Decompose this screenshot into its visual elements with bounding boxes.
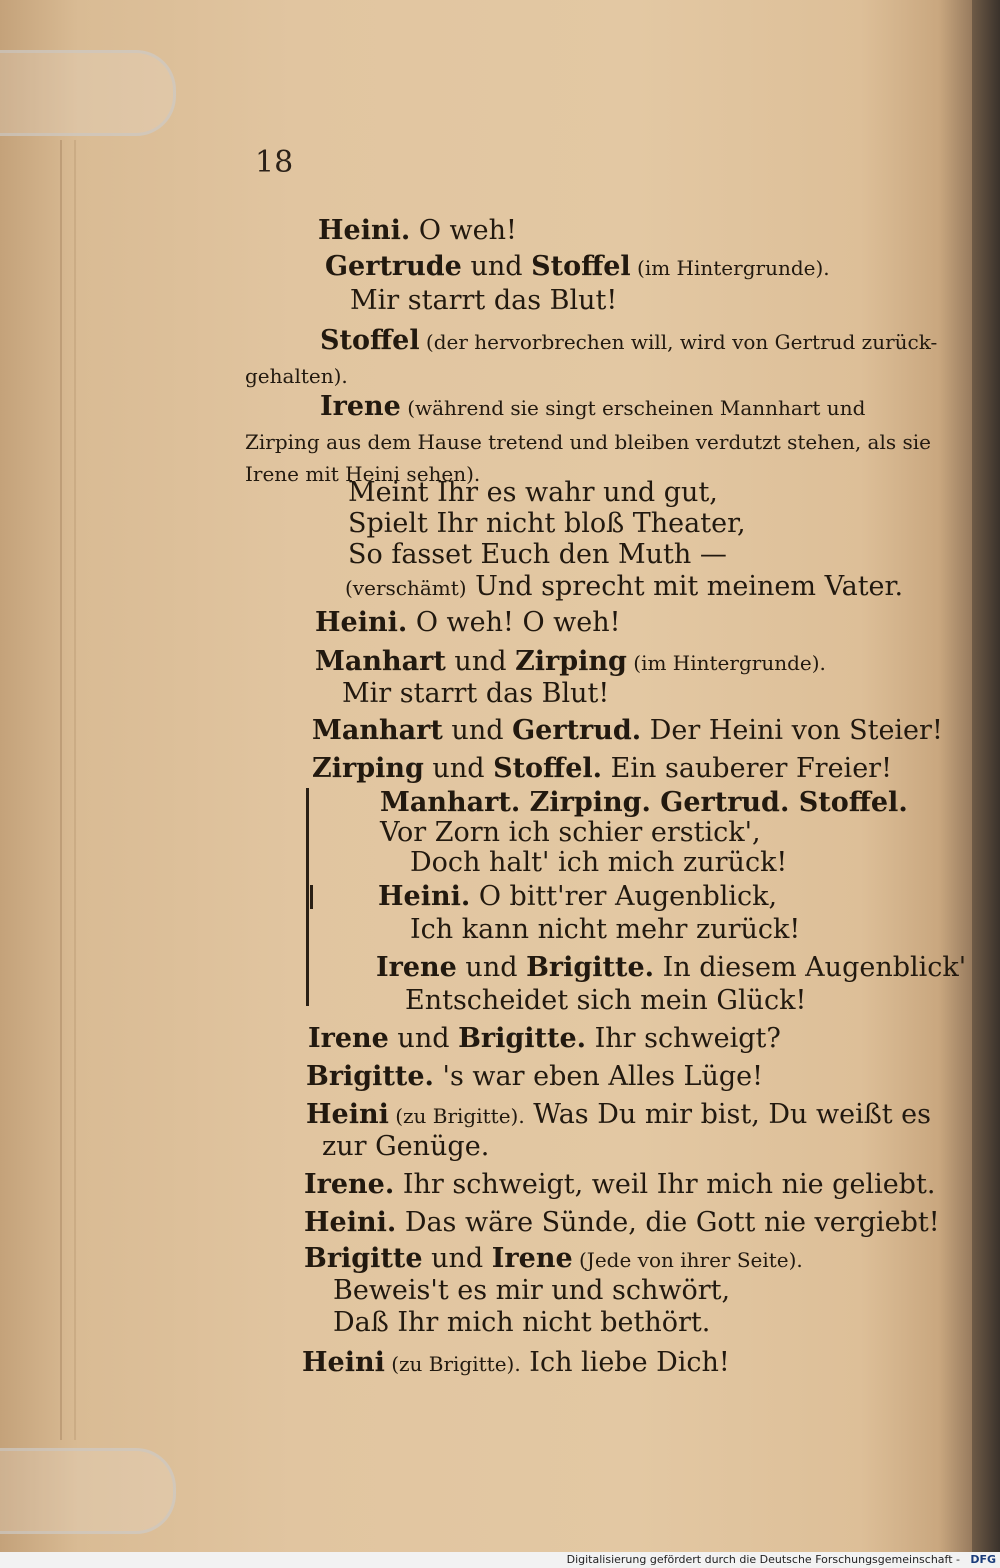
speaker-name: Manhart. Zirping. Gertrud. Stoffel. — [380, 787, 908, 818]
text-line — [320, 324, 937, 359]
speaker-name: Brigitte. — [458, 1023, 587, 1054]
speaker-name: Irene — [491, 1243, 573, 1274]
line-text: und — [442, 715, 513, 746]
line-text: Ihr schweigt, weil Ihr mich nie geliebt. — [394, 1169, 936, 1200]
stage-direction: (der hervorbrechen will, wird von Gertrud zurück- — [419, 330, 938, 354]
speaker-name: Gertrude — [325, 251, 462, 282]
line-text: Das wäre Sünde, die Gott nie vergiebt! — [396, 1207, 940, 1238]
line-text: Der Heini von Steier! — [641, 715, 943, 746]
line-text: O bitt'rer Augenblick, — [470, 881, 778, 912]
speaker-name: Manhart — [315, 646, 446, 677]
digitization-footer — [0, 1552, 1000, 1568]
text-line — [315, 606, 621, 640]
line-text: und — [461, 251, 532, 282]
line-text: Spielt Ihr nicht bloß Theater, — [348, 508, 746, 539]
text-line — [322, 1130, 489, 1164]
text-line — [380, 816, 761, 850]
line-text: O weh! — [410, 215, 517, 246]
speaker-name: Stoffel. — [493, 753, 603, 784]
page-number: 18 — [255, 145, 294, 180]
speaker-name: Heini. — [318, 215, 411, 246]
text-line — [348, 538, 727, 572]
line-text: Mir starrt das Blut! — [342, 678, 610, 709]
stage-direction: Irene mit Heini sehen). — [245, 462, 481, 486]
stage-direction: gehalten). — [245, 364, 348, 388]
speaker-name: Irene. — [304, 1169, 395, 1200]
speaker-name: Brigitte — [304, 1243, 423, 1274]
text-line — [405, 984, 806, 1018]
stage-direction: (während sie singt erscheinen Mannhart und — [400, 396, 866, 420]
dfg-logo: DFG — [970, 1553, 996, 1566]
text-line — [306, 1098, 931, 1133]
text-line — [304, 1206, 940, 1240]
line-text: und — [456, 952, 527, 983]
stage-direction: (verschämt) — [345, 576, 467, 600]
text-line — [380, 786, 908, 820]
stage-direction: (zu Brigitte). — [384, 1352, 521, 1376]
text-line — [245, 358, 348, 393]
line-text: Ich kann nicht mehr zurück! — [410, 914, 801, 945]
line-text: zur Genüge. — [322, 1131, 490, 1162]
line-text: So fasset Euch den Muth — — [348, 539, 727, 570]
speaker-name: Gertrud. — [512, 715, 642, 746]
stage-direction: Zirping aus dem Hause tretend und bleiben verdutzt stehen, als sie — [245, 430, 931, 454]
text-line — [376, 951, 966, 985]
speaker-name: Heini. — [378, 881, 471, 912]
speaker-name: Stoffel — [531, 251, 631, 282]
line-text: Ich liebe Dich! — [520, 1347, 730, 1378]
text-line — [348, 476, 718, 510]
text-line — [315, 645, 826, 680]
speaker-name: Heini. — [315, 607, 408, 638]
stage-direction: (im Hintergrunde). — [626, 651, 826, 675]
text-line — [350, 284, 617, 318]
stage-direction: (zu Brigitte). — [388, 1104, 525, 1128]
text-line — [345, 570, 903, 605]
text-line — [342, 677, 609, 711]
text-line — [312, 752, 892, 786]
stage-direction: (im Hintergrunde). — [630, 256, 830, 280]
text-line — [304, 1168, 935, 1202]
text-line — [304, 1242, 803, 1277]
line-text: und — [423, 753, 494, 784]
line-text: und — [422, 1243, 492, 1274]
text-line — [306, 1060, 763, 1094]
line-text: Mir starrt das Blut! — [350, 285, 618, 316]
text-line — [333, 1274, 730, 1308]
line-text: Meint Ihr es wahr und gut, — [348, 477, 718, 508]
text-line — [333, 1306, 710, 1340]
text-line — [312, 714, 943, 748]
line-text: Vor Zorn ich schier erstick', — [380, 817, 761, 848]
text-line — [302, 1346, 730, 1381]
line-text: und — [388, 1023, 459, 1054]
footer-text: Digitalisierung gefördert durch die Deutsche Forschungsgemeinschaft - — [566, 1553, 960, 1566]
line-text: In diesem Augenblick' — [654, 952, 967, 983]
line-text: Doch halt' ich mich zurück! — [410, 847, 788, 878]
text-line — [245, 424, 931, 459]
text-line — [410, 846, 787, 880]
line-text: Was Du mir bist, Du weißt es — [524, 1099, 932, 1130]
speaker-name: Zirping — [515, 646, 627, 677]
speaker-name: Brigitte. — [526, 952, 655, 983]
speaker-name: Brigitte. — [306, 1061, 434, 1092]
speaker-name: Heini. — [304, 1207, 397, 1238]
line-text: Beweis't es mir und schwört, — [333, 1275, 731, 1306]
line-text: O weh! O weh! — [407, 607, 621, 638]
ensemble-brace-point — [300, 885, 313, 909]
text-line — [308, 1022, 781, 1056]
text-line — [318, 214, 517, 248]
line-text: Ihr schweigt? — [586, 1023, 781, 1054]
line-text: Entscheidet sich mein Glück! — [405, 985, 807, 1016]
speaker-name: Heini — [302, 1347, 385, 1378]
text-line — [378, 880, 777, 914]
text-line — [320, 390, 865, 425]
speaker-name: Manhart — [312, 715, 443, 746]
speaker-name: Irene — [376, 952, 457, 983]
line-text: und — [445, 646, 516, 677]
speaker-name: Irene — [320, 391, 401, 422]
speaker-name: Stoffel — [320, 325, 420, 356]
line-text: 's war eben Alles Lüge! — [433, 1061, 763, 1092]
text-line — [325, 250, 830, 285]
line-text: Und sprecht mit meinem Vater. — [466, 571, 904, 602]
line-text: Daß Ihr mich nicht bethört. — [333, 1307, 711, 1338]
stage-direction: (Jede von ihrer Seite). — [572, 1248, 803, 1272]
speaker-name: Zirping — [312, 753, 424, 784]
text-line — [348, 507, 746, 541]
speaker-name: Heini — [306, 1099, 389, 1130]
speaker-name: Irene — [308, 1023, 389, 1054]
line-text: Ein sauberer Freier! — [602, 753, 892, 784]
text-line — [410, 913, 800, 947]
